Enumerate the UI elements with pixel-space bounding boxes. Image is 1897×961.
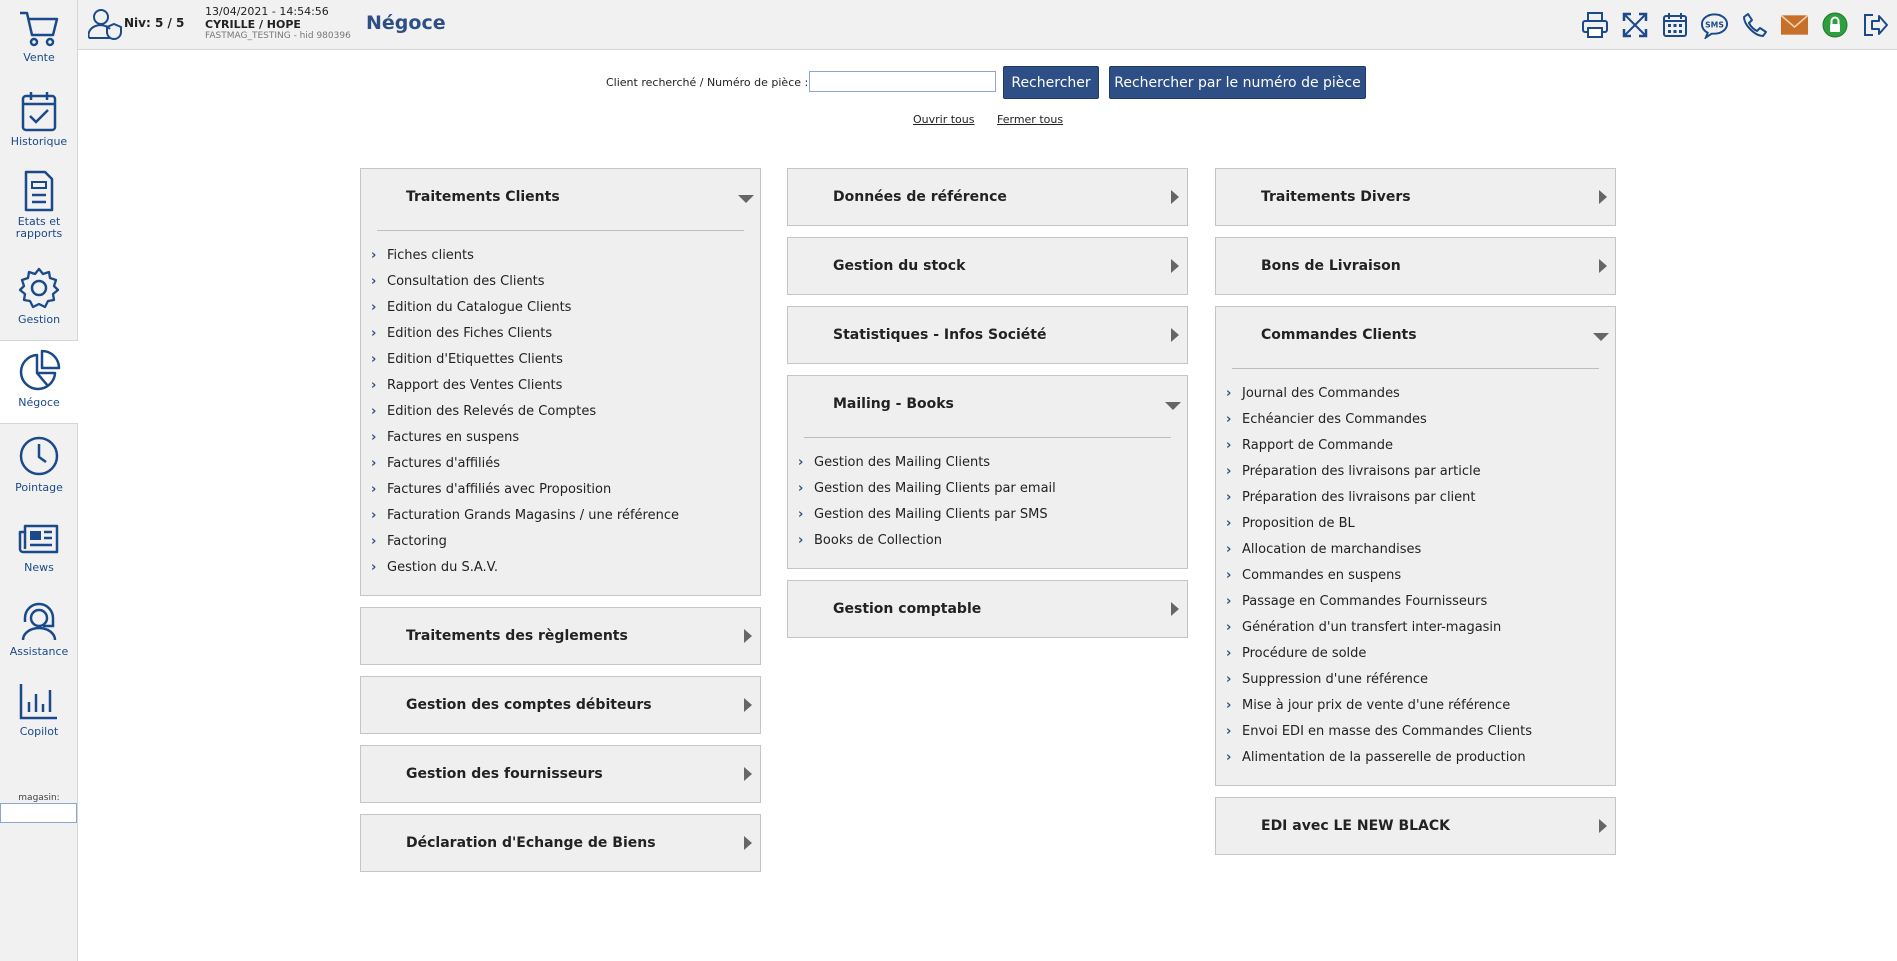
chevron-right-icon: › (1226, 672, 1232, 687)
chevron-right-icon: › (371, 404, 377, 419)
search-button[interactable]: Rechercher (1003, 66, 1099, 99)
chevron-right-icon: › (371, 274, 377, 289)
menu-item-label: Fiches clients (387, 248, 474, 263)
panel-title: Mailing - Books (833, 396, 954, 412)
chevron-right-icon: › (371, 456, 377, 471)
chevron-right-icon: › (1226, 698, 1232, 713)
calendar-check-icon (17, 90, 61, 132)
chevron-right-icon: › (1226, 386, 1232, 401)
caret-down-icon[interactable] (738, 195, 754, 203)
panel-title: Traitements Divers (1261, 189, 1411, 205)
caret-right-icon[interactable] (744, 629, 752, 643)
panel-mailing-books (787, 375, 1188, 569)
panel-gestion-du-stock (787, 237, 1188, 295)
menu-item-preparation-des-livraisons-par-article[interactable] (1216, 459, 1615, 485)
panel-title: Gestion des comptes débiteurs (406, 697, 652, 713)
document-icon (17, 170, 61, 212)
chevron-right-icon: › (371, 482, 377, 497)
panel-statistiques-infos-societe (787, 306, 1188, 364)
close-all-link[interactable]: Fermer tous (997, 113, 1064, 126)
lock-icon[interactable] (1820, 10, 1849, 39)
chevron-right-icon: › (1226, 438, 1232, 453)
menu-item-label: Edition des Relevés de Comptes (387, 404, 597, 419)
panel-title: Commandes Clients (1261, 327, 1417, 343)
panel-header[interactable] (1216, 307, 1615, 363)
search-by-piece-button[interactable]: Rechercher par le numéro de pièce (1109, 66, 1366, 99)
search-label: Client recherché / Numéro de pièce : (606, 76, 809, 89)
chevron-right-icon: › (798, 533, 804, 548)
menu-item-commandes-en-suspens[interactable] (1216, 563, 1615, 589)
menu-item-label: Alimentation de la passerelle de production (1242, 750, 1526, 765)
chevron-right-icon: › (1226, 412, 1232, 427)
menu-item-preparation-des-livraisons-par-client[interactable] (1216, 485, 1615, 511)
menu-item-label: Passage en Commandes Fournisseurs (1242, 594, 1488, 609)
menu-item-facturation-grands-magasins-une-reference[interactable] (361, 503, 760, 529)
chevron-right-icon: › (798, 481, 804, 496)
column-left (360, 168, 761, 883)
sidebar-item-label: Historique (10, 135, 68, 148)
menu-item-factures-d-affilies[interactable] (361, 451, 760, 477)
menu-item-gestion-des-mailing-clients-par-sms[interactable] (788, 502, 1187, 528)
cart-icon (17, 8, 61, 48)
panel-traitements-des-reglements (360, 607, 761, 665)
menu-item-label: Books de Collection (814, 533, 942, 548)
phone-icon[interactable] (1740, 10, 1769, 39)
panel-title: Traitements des règlements (406, 628, 628, 644)
menu-item-edition-du-catalogue-clients[interactable] (361, 295, 760, 321)
chevron-right-icon: › (371, 378, 377, 393)
gear-icon (17, 266, 61, 310)
panel-title: Traitements Clients (406, 189, 560, 205)
menu-item-label: Gestion des Mailing Clients par SMS (814, 507, 1048, 522)
sidebar-item-label: Assistance (9, 645, 69, 658)
menu-item-label: Rapport des Ventes Clients (387, 378, 563, 393)
menu-item-label: Echéancier des Commandes (1242, 412, 1427, 427)
sidebar (0, 0, 78, 961)
panel-header[interactable] (361, 677, 760, 733)
menu-item-factoring[interactable] (361, 529, 760, 555)
panel-header[interactable] (788, 581, 1187, 637)
menu-item-proposition-de-bl[interactable] (1216, 511, 1615, 537)
menu-item-alimentation-de-la-passerelle-de-production[interactable] (1216, 745, 1615, 771)
menu-item-label: Mise à jour prix de vente d'une référence (1242, 698, 1511, 713)
menu-item-gestion-du-s-a-v[interactable] (361, 555, 760, 581)
pie-chart-icon (17, 349, 61, 393)
sidebar-item-pointage[interactable] (0, 434, 78, 502)
caret-right-icon[interactable] (744, 836, 752, 850)
panel-traitements-divers (1215, 168, 1616, 226)
menu-item-label: Allocation de marchandises (1242, 542, 1422, 557)
caret-right-icon[interactable] (1599, 259, 1607, 273)
menu-item-label: Gestion des Mailing Clients (814, 455, 991, 470)
menu-item-label: Procédure de solde (1242, 646, 1367, 661)
menu-item-label: Factures en suspens (387, 430, 520, 445)
sms-icon[interactable] (1700, 10, 1729, 39)
menu-item-rapport-des-ventes-clients[interactable] (361, 373, 760, 399)
panel-title: Déclaration d'Echange de Biens (406, 835, 656, 851)
menu-item-label: Gestion du S.A.V. (387, 560, 499, 575)
menu-item-label: Commandes en suspens (1242, 568, 1402, 583)
chevron-right-icon: › (371, 560, 377, 575)
menu-item-echeancier-des-commandes[interactable] (1216, 407, 1615, 433)
panel-declaration-d-echange-de-biens (360, 814, 761, 872)
menu-item-rapport-de-commande[interactable] (1216, 433, 1615, 459)
menu-item-books-de-collection[interactable] (788, 528, 1187, 554)
session-user: CYRILLE / HOPE (205, 18, 301, 31)
panel-header[interactable] (1216, 238, 1615, 294)
printer-icon[interactable] (1580, 10, 1609, 39)
chevron-right-icon: › (1226, 724, 1232, 739)
caret-right-icon[interactable] (744, 698, 752, 712)
menu-item-generation-d-un-transfert-inter-magasin[interactable] (1216, 615, 1615, 641)
panel-title: EDI avec LE NEW BLACK (1261, 818, 1451, 834)
panel-header[interactable] (788, 169, 1187, 225)
bar-chart-icon (17, 680, 61, 722)
sidebar-item-label: Pointage (15, 481, 63, 494)
sidebar-item-news[interactable] (0, 518, 78, 586)
magasin-label: magasin: (18, 793, 60, 803)
menu-item-edition-d-etiquettes-clients[interactable] (361, 347, 760, 373)
caret-down-icon[interactable] (1165, 402, 1181, 410)
chevron-right-icon: › (1226, 490, 1232, 505)
sidebar-item-assistance[interactable] (0, 598, 78, 668)
panel-gestion-des-fournisseurs (360, 745, 761, 803)
user-level: Niv: 5 / 5 (124, 16, 185, 30)
menu-item-factures-d-affilies-avec-proposition[interactable] (361, 477, 760, 503)
menu-item-label: Préparation des livraisons par client (1242, 490, 1476, 505)
panel-item-list (1216, 369, 1615, 785)
menu-item-label: Génération d'un transfert inter-magasin (1242, 620, 1502, 635)
mail-icon[interactable] (1780, 10, 1809, 39)
sidebar-item-label: Copilot (19, 725, 59, 738)
menu-item-mise-a-jour-prix-de-vente-d-une-reference[interactable] (1216, 693, 1615, 719)
menu-item-edition-des-fiches-clients[interactable] (361, 321, 760, 347)
expand-icon[interactable] (1620, 10, 1649, 39)
panel-bons-de-livraison (1215, 237, 1616, 295)
column-middle (787, 168, 1188, 649)
menu-item-label: Edition du Catalogue Clients (387, 300, 572, 315)
caret-right-icon[interactable] (744, 767, 752, 781)
calendar-icon[interactable] (1660, 10, 1689, 39)
menu-item-label: Journal des Commandes (1242, 386, 1400, 401)
menu-item-label: Envoi EDI en masse des Commandes Clients (1242, 724, 1532, 739)
session-base: FASTMAG_TESTING - hid 980396 (205, 31, 351, 41)
sidebar-item-label: Etats et rapports (15, 215, 63, 240)
caret-right-icon[interactable] (1599, 190, 1607, 204)
menu-item-label: Factures d'affiliés avec Proposition (387, 482, 612, 497)
panel-header[interactable] (788, 238, 1187, 294)
chevron-right-icon: › (1226, 568, 1232, 583)
svg-text:SMS: SMS (1705, 19, 1724, 29)
menu-item-label: Proposition de BL (1242, 516, 1355, 531)
sidebar-item-historique[interactable] (0, 90, 78, 156)
menu-item-procedure-de-solde[interactable] (1216, 641, 1615, 667)
menu-item-allocation-de-marchandises[interactable] (1216, 537, 1615, 563)
menu-item-label: Rapport de Commande (1242, 438, 1393, 453)
panel-title: Statistiques - Infos Société (833, 327, 1047, 343)
sidebar-item-etats-rapports[interactable] (0, 170, 78, 250)
page-title: Négoce (366, 12, 446, 34)
magasin-input[interactable] (0, 803, 77, 823)
menu-item-envoi-edi-en-masse-des-commandes-clients[interactable] (1216, 719, 1615, 745)
panel-traitements-clients (360, 168, 761, 596)
logout-icon[interactable] (1860, 10, 1889, 39)
chevron-right-icon: › (1226, 464, 1232, 479)
panel-header[interactable] (361, 169, 760, 225)
panel-title: Données de référence (833, 189, 1007, 205)
panel-header[interactable] (1216, 798, 1615, 854)
chevron-right-icon: › (1226, 542, 1232, 557)
topbar (78, 0, 1897, 50)
menu-item-consultation-des-clients[interactable] (361, 269, 760, 295)
chevron-right-icon: › (798, 507, 804, 522)
chevron-right-icon: › (371, 248, 377, 263)
panel-header[interactable] (361, 815, 760, 871)
chevron-right-icon: › (371, 352, 377, 367)
panel-item-list (361, 231, 760, 595)
chevron-right-icon: › (798, 455, 804, 470)
menu-item-label: Factoring (387, 534, 447, 549)
user-shield-icon[interactable] (88, 8, 122, 40)
panel-title: Gestion des fournisseurs (406, 766, 603, 782)
chevron-right-icon: › (371, 430, 377, 445)
panel-item-list (788, 438, 1187, 568)
sidebar-item-gestion[interactable] (0, 266, 78, 334)
caret-right-icon[interactable] (1171, 328, 1179, 342)
chevron-right-icon: › (371, 508, 377, 523)
menu-item-label: Gestion des Mailing Clients par email (814, 481, 1056, 496)
menu-item-label: Factures d'affiliés (387, 456, 501, 471)
chevron-right-icon: › (371, 534, 377, 549)
panel-donnees-de-reference (787, 168, 1188, 226)
panel-commandes-clients (1215, 306, 1616, 786)
sidebar-item-negoce[interactable] (0, 340, 78, 424)
caret-right-icon[interactable] (1599, 819, 1607, 833)
sidebar-item-vente[interactable] (0, 8, 78, 74)
panel-header[interactable] (361, 746, 760, 802)
chevron-right-icon: › (1226, 516, 1232, 531)
menu-item-label: Suppression d'une référence (1242, 672, 1429, 687)
chevron-right-icon: › (1226, 750, 1232, 765)
menu-item-gestion-des-mailing-clients-par-email[interactable] (788, 476, 1187, 502)
panel-title: Gestion du stock (833, 258, 966, 274)
sidebar-item-copilot[interactable] (0, 680, 78, 748)
caret-right-icon[interactable] (1171, 259, 1179, 273)
sidebar-item-label: Gestion (17, 313, 61, 326)
sidebar-item-label: Négoce (18, 396, 60, 409)
menu-item-edition-des-releves-de-comptes[interactable] (361, 399, 760, 425)
sidebar-item-label: News (24, 561, 54, 574)
open-all-link[interactable]: Ouvrir tous (913, 113, 975, 126)
menu-item-label: Edition d'Etiquettes Clients (387, 352, 563, 367)
chevron-right-icon: › (1226, 646, 1232, 661)
panel-header[interactable] (361, 608, 760, 664)
sidebar-item-label: Vente (23, 51, 55, 64)
caret-right-icon[interactable] (1171, 602, 1179, 616)
menu-item-label: Préparation des livraisons par article (1242, 464, 1481, 479)
menu-item-suppression-d-une-reference[interactable] (1216, 667, 1615, 693)
headset-icon (17, 598, 61, 642)
menu-item-label: Edition des Fiches Clients (387, 326, 553, 341)
caret-down-icon[interactable] (1593, 333, 1609, 341)
newspaper-icon (17, 518, 61, 558)
chevron-right-icon: › (1226, 620, 1232, 635)
menu-item-label: Consultation des Clients (387, 274, 545, 289)
panel-edi-avec-le-new-black (1215, 797, 1616, 855)
panel-header[interactable] (788, 307, 1187, 363)
panel-gestion-comptable (787, 580, 1188, 638)
chevron-right-icon: › (371, 300, 377, 315)
panel-title: Bons de Livraison (1261, 258, 1401, 274)
menu-item-passage-en-commandes-fournisseurs[interactable] (1216, 589, 1615, 615)
column-right (1215, 168, 1616, 866)
search-input[interactable] (809, 71, 996, 92)
toolbar (1580, 10, 1889, 39)
panel-title: Gestion comptable (833, 601, 982, 617)
menu-item-label: Facturation Grands Magasins / une référence (387, 508, 679, 523)
menu-item-gestion-des-mailing-clients[interactable] (788, 450, 1187, 476)
clock-icon (17, 434, 61, 478)
panel-header[interactable] (788, 376, 1187, 432)
chevron-right-icon: › (371, 326, 377, 341)
menu-item-fiches-clients[interactable] (361, 243, 760, 269)
caret-right-icon[interactable] (1171, 190, 1179, 204)
chevron-right-icon: › (1226, 594, 1232, 609)
menu-item-factures-en-suspens[interactable] (361, 425, 760, 451)
menu-item-journal-des-commandes[interactable] (1216, 381, 1615, 407)
panel-gestion-des-comptes-debiteurs (360, 676, 761, 734)
session-datetime: 13/04/2021 - 14:54:56 (205, 5, 329, 18)
panel-header[interactable] (1216, 169, 1615, 225)
